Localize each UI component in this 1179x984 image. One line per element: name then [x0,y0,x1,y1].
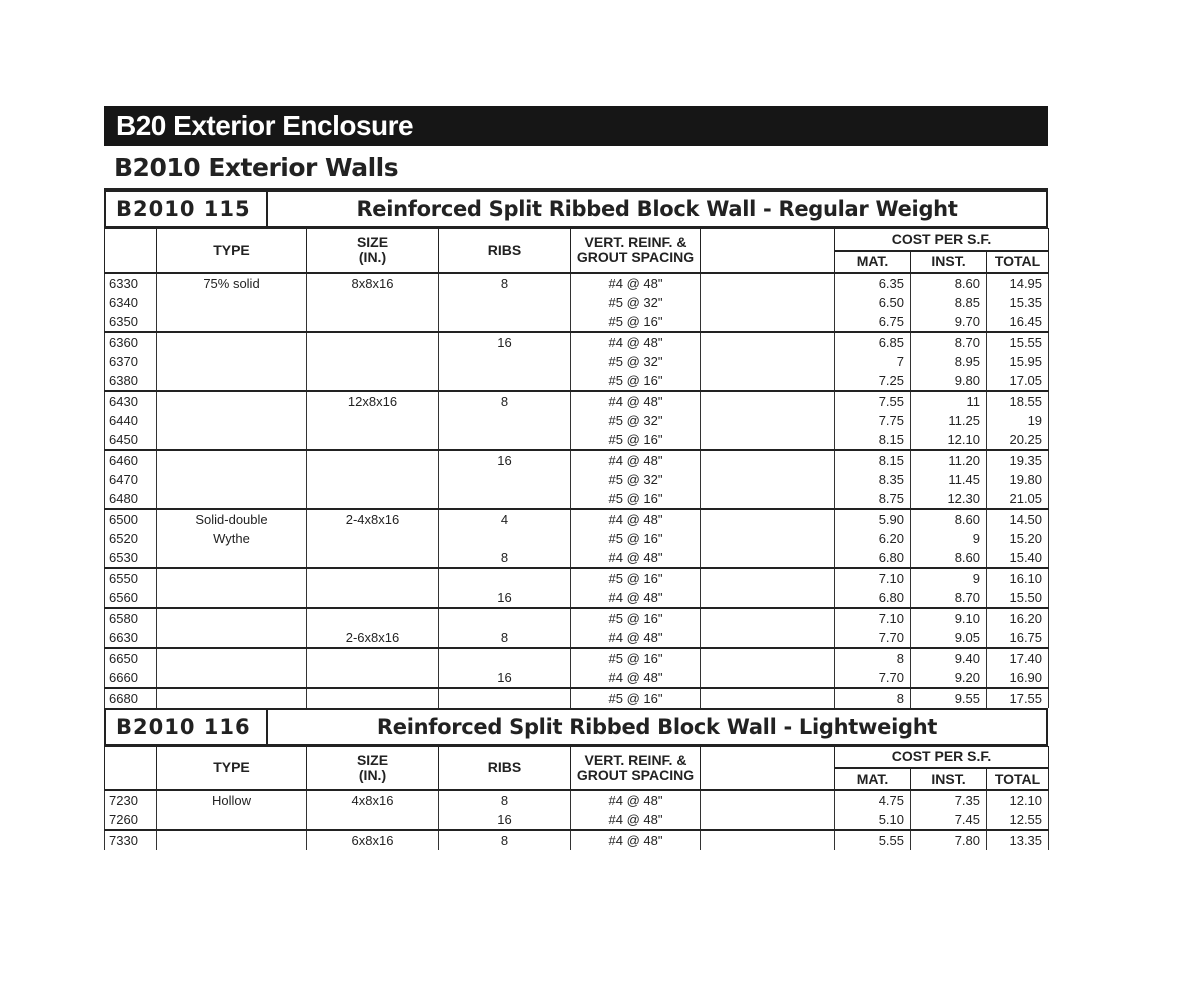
mat-cost-cell: 6.80 [835,548,911,568]
inst-cost-cell: 11 [911,391,987,411]
line-number: 6340 [105,293,157,312]
size-header [307,746,439,790]
table-row [105,470,1049,489]
table-row [105,312,1049,332]
type-cell [157,688,307,708]
table-row [105,608,1049,628]
total-cost-cell: 20.25 [987,430,1049,450]
total-cost-cell: 16.10 [987,568,1049,588]
ribs-cell [439,312,571,332]
inst-cost-cell: 9 [911,568,987,588]
size-cell [307,810,439,830]
blank-header [701,746,835,790]
total-cost-cell: 16.90 [987,668,1049,688]
size-cell [307,332,439,352]
reinf-cell: #5 @ 16" [571,529,701,548]
total-cost-cell: 18.55 [987,391,1049,411]
inst-cost-cell: 7.35 [911,790,987,810]
size-cell [307,450,439,470]
size-cell [307,608,439,628]
table-row [105,509,1049,529]
reinf-cell: #5 @ 16" [571,648,701,668]
type-cell [157,293,307,312]
table-section-header [104,190,1048,228]
type-header: TYPE [157,229,307,273]
table-row [105,529,1049,548]
ribs-cell: 8 [439,830,571,850]
size-cell [307,411,439,430]
line-number: 6450 [105,430,157,450]
size-cell [307,668,439,688]
cost-tables [104,190,1048,850]
table-row [105,411,1049,430]
line-number: 6370 [105,352,157,371]
table-row [105,273,1049,293]
table-row [105,588,1049,608]
inst-cost-cell: 11.25 [911,411,987,430]
total-cost-cell: 16.45 [987,312,1049,332]
total-cost-cell: 14.95 [987,273,1049,293]
total-cost-cell: 15.40 [987,548,1049,568]
line-number: 6350 [105,312,157,332]
inst-cost-cell: 9.55 [911,688,987,708]
inst-cost-cell: 8.95 [911,352,987,371]
table-row [105,332,1049,352]
reinf-cell: #5 @ 16" [571,371,701,391]
size-header-label: SIZE [356,751,389,768]
blank-cell [701,470,835,489]
mat-cost-cell: 5.90 [835,509,911,529]
blank-cell [701,411,835,430]
type-cell [157,548,307,568]
line-number: 7230 [105,790,157,810]
reinf-header [571,746,701,790]
blank-cell [701,810,835,830]
type-cell [157,608,307,628]
total-cost-cell: 17.40 [987,648,1049,668]
table-row [105,648,1049,668]
reinf-cell: #5 @ 16" [571,688,701,708]
ribs-cell [439,411,571,430]
size-header [307,229,439,273]
table-title: Reinforced Split Ribbed Block Wall - Lightweight [376,714,938,739]
total-header: TOTAL [987,251,1049,273]
table-row [105,628,1049,648]
cost-page [104,106,1048,850]
size-header-unit: (IN.) [358,249,387,266]
table-row [105,810,1049,830]
blank-cell [701,529,835,548]
line-number: 6520 [105,529,157,548]
line-number: 7260 [105,810,157,830]
division-banner: B20 Exterior Enclosure [104,106,1048,146]
total-header: TOTAL [987,768,1049,790]
type-cell [157,332,307,352]
reinf-cell: #4 @ 48" [571,668,701,688]
blank-cell [701,830,835,850]
mat-cost-cell: 7.10 [835,568,911,588]
type-cell [157,371,307,391]
total-cost-cell: 15.55 [987,332,1049,352]
table-code: B2010 115 [106,192,268,226]
ribs-header: RIBS [439,229,571,273]
blank-cell [701,293,835,312]
ribs-cell [439,430,571,450]
size-cell [307,371,439,391]
line-number: 7330 [105,830,157,850]
type-cell [157,648,307,668]
reinf-cell: #5 @ 32" [571,293,701,312]
table-row [105,371,1049,391]
ribs-cell [439,371,571,391]
total-cost-cell: 19 [987,411,1049,430]
table-row [105,688,1049,708]
reinf-header-line2: GROUT SPACING [576,766,695,783]
total-cost-cell: 16.20 [987,608,1049,628]
size-cell [307,529,439,548]
blank-cell [701,352,835,371]
reinf-cell: #5 @ 16" [571,430,701,450]
line-number-header [105,229,157,273]
mat-cost-cell: 7.75 [835,411,911,430]
reinf-cell: #5 @ 16" [571,568,701,588]
mat-cost-cell: 7.10 [835,608,911,628]
blank-cell [701,371,835,391]
mat-cost-cell: 6.80 [835,588,911,608]
reinf-header [571,229,701,273]
blank-cell [701,332,835,352]
type-cell: 75% solid [157,273,307,293]
ribs-cell: 16 [439,668,571,688]
size-header-label: SIZE [356,234,389,251]
ribs-cell: 8 [439,391,571,411]
mat-cost-cell: 8.35 [835,470,911,489]
reinf-cell: #5 @ 32" [571,470,701,489]
inst-cost-cell: 9.70 [911,312,987,332]
size-cell [307,352,439,371]
type-cell [157,470,307,489]
mat-cost-cell: 6.85 [835,332,911,352]
total-cost-cell: 15.35 [987,293,1049,312]
table-row [105,293,1049,312]
blank-cell [701,588,835,608]
ribs-cell: 16 [439,810,571,830]
blank-cell [701,430,835,450]
line-number: 6560 [105,588,157,608]
inst-cost-cell: 9.05 [911,628,987,648]
reinf-cell: #4 @ 48" [571,628,701,648]
mat-cost-cell: 8 [835,688,911,708]
reinf-cell: #4 @ 48" [571,273,701,293]
ribs-header: RIBS [439,746,571,790]
mat-cost-cell: 7.70 [835,668,911,688]
cost-table [104,746,1049,851]
inst-cost-cell: 7.80 [911,830,987,850]
size-cell [307,568,439,588]
size-cell [307,312,439,332]
table-row [105,391,1049,411]
mat-cost-cell: 8.75 [835,489,911,509]
reinf-cell: #4 @ 48" [571,830,701,850]
blank-cell [701,568,835,588]
size-cell: 8x8x16 [307,273,439,293]
inst-cost-cell: 8.60 [911,273,987,293]
mat-cost-cell: 5.55 [835,830,911,850]
table-row [105,430,1049,450]
type-cell [157,391,307,411]
reinf-header-line2: GROUT SPACING [576,249,695,266]
mat-cost-cell: 8.15 [835,430,911,450]
inst-cost-cell: 8.60 [911,509,987,529]
table-row [105,668,1049,688]
table-row [105,352,1049,371]
reinf-cell: #4 @ 48" [571,588,701,608]
inst-cost-cell: 11.20 [911,450,987,470]
table-row [105,548,1049,568]
mat-cost-cell: 7.55 [835,391,911,411]
line-number: 6460 [105,450,157,470]
table-row [105,830,1049,850]
ribs-cell: 8 [439,273,571,293]
blank-cell [701,628,835,648]
line-number: 6330 [105,273,157,293]
total-cost-cell: 12.10 [987,790,1049,810]
blank-cell [701,688,835,708]
line-number: 6470 [105,470,157,489]
line-number: 6680 [105,688,157,708]
mat-cost-cell: 7.70 [835,628,911,648]
inst-cost-cell: 11.45 [911,470,987,489]
type-cell [157,312,307,332]
total-cost-cell: 16.75 [987,628,1049,648]
ribs-cell: 16 [439,332,571,352]
reinf-header-line1: VERT. REINF. & [584,751,687,768]
type-cell [157,628,307,648]
inst-cost-cell: 9 [911,529,987,548]
ribs-cell [439,529,571,548]
size-cell [307,688,439,708]
type-cell [157,489,307,509]
type-cell [157,411,307,430]
type-header: TYPE [157,746,307,790]
reinf-cell: #5 @ 32" [571,411,701,430]
table-code: B2010 116 [106,710,268,744]
ribs-cell: 16 [439,450,571,470]
mat-header: MAT. [835,768,911,790]
mat-cost-cell: 6.35 [835,273,911,293]
inst-cost-cell: 9.80 [911,371,987,391]
total-cost-cell: 21.05 [987,489,1049,509]
blank-cell [701,608,835,628]
ribs-cell [439,352,571,371]
blank-header [701,229,835,273]
line-number: 6650 [105,648,157,668]
type-cell [157,568,307,588]
ribs-cell [439,293,571,312]
reinf-cell: #4 @ 48" [571,509,701,529]
table-row [105,450,1049,470]
line-number: 6530 [105,548,157,568]
ribs-cell: 16 [439,588,571,608]
type-cell [157,668,307,688]
mat-cost-cell: 7.25 [835,371,911,391]
size-cell [307,588,439,608]
ribs-cell [439,688,571,708]
cost-table [104,228,1049,708]
total-cost-cell: 19.80 [987,470,1049,489]
reinf-cell: #4 @ 48" [571,548,701,568]
ribs-cell [439,608,571,628]
size-cell [307,648,439,668]
reinf-cell: #5 @ 32" [571,352,701,371]
inst-cost-cell: 8.60 [911,548,987,568]
mat-cost-cell: 8.15 [835,450,911,470]
inst-cost-cell: 7.45 [911,810,987,830]
table-row [105,489,1049,509]
blank-cell [701,312,835,332]
ribs-cell [439,470,571,489]
cost-header: COST PER S.F. [835,229,1049,251]
total-cost-cell: 15.95 [987,352,1049,371]
ribs-cell [439,568,571,588]
inst-cost-cell: 8.70 [911,588,987,608]
inst-cost-cell: 8.70 [911,332,987,352]
ribs-cell: 8 [439,548,571,568]
blank-cell [701,548,835,568]
inst-cost-cell: 9.20 [911,668,987,688]
blank-cell [701,648,835,668]
line-number: 6660 [105,668,157,688]
type-cell: Wythe [157,529,307,548]
reinf-cell: #5 @ 16" [571,608,701,628]
total-cost-cell: 15.20 [987,529,1049,548]
reinf-cell: #4 @ 48" [571,810,701,830]
blank-cell [701,668,835,688]
mat-cost-cell: 6.20 [835,529,911,548]
inst-header: INST. [911,768,987,790]
reinf-cell: #4 @ 48" [571,450,701,470]
line-number: 6360 [105,332,157,352]
cost-header: COST PER S.F. [835,746,1049,768]
reinf-cell: #4 @ 48" [571,391,701,411]
size-cell [307,548,439,568]
type-cell [157,810,307,830]
size-cell: 12x8x16 [307,391,439,411]
line-number: 6440 [105,411,157,430]
size-cell: 4x8x16 [307,790,439,810]
line-number: 6550 [105,568,157,588]
line-number: 6380 [105,371,157,391]
size-cell: 2-6x8x16 [307,628,439,648]
mat-cost-cell: 5.10 [835,810,911,830]
blank-cell [701,391,835,411]
mat-header: MAT. [835,251,911,273]
size-cell: 6x8x16 [307,830,439,850]
size-cell [307,470,439,489]
total-cost-cell: 13.35 [987,830,1049,850]
total-cost-cell: 17.05 [987,371,1049,391]
ribs-cell [439,648,571,668]
reinf-cell: #5 @ 16" [571,312,701,332]
type-cell [157,588,307,608]
line-number: 6500 [105,509,157,529]
table-section-header [104,708,1048,746]
mat-cost-cell: 6.75 [835,312,911,332]
size-header-unit: (IN.) [358,766,387,783]
reinf-header-line1: VERT. REINF. & [584,234,687,251]
reinf-cell: #4 @ 48" [571,332,701,352]
size-cell [307,489,439,509]
reinf-cell: #4 @ 48" [571,790,701,810]
line-number: 6480 [105,489,157,509]
total-cost-cell: 15.50 [987,588,1049,608]
inst-cost-cell: 9.40 [911,648,987,668]
type-cell [157,830,307,850]
size-cell [307,430,439,450]
blank-cell [701,489,835,509]
line-number: 6430 [105,391,157,411]
table-row [105,568,1049,588]
reinf-cell: #5 @ 16" [571,489,701,509]
table-row [105,790,1049,810]
ribs-cell: 8 [439,790,571,810]
blank-cell [701,790,835,810]
total-cost-cell: 12.55 [987,810,1049,830]
blank-cell [701,509,835,529]
type-cell: Hollow [157,790,307,810]
line-number: 6630 [105,628,157,648]
type-cell [157,450,307,470]
total-cost-cell: 14.50 [987,509,1049,529]
mat-cost-cell: 7 [835,352,911,371]
mat-cost-cell: 6.50 [835,293,911,312]
inst-cost-cell: 8.85 [911,293,987,312]
total-cost-cell: 17.55 [987,688,1049,708]
table-title: Reinforced Split Ribbed Block Wall - Regular Weight [356,197,958,221]
type-cell [157,352,307,371]
inst-header: INST. [911,251,987,273]
line-number: 6580 [105,608,157,628]
type-cell [157,430,307,450]
ribs-cell: 8 [439,628,571,648]
inst-cost-cell: 12.10 [911,430,987,450]
size-cell [307,293,439,312]
blank-cell [701,273,835,293]
inst-cost-cell: 9.10 [911,608,987,628]
blank-cell [701,450,835,470]
line-number-header [105,746,157,790]
size-cell: 2-4x8x16 [307,509,439,529]
ribs-cell [439,489,571,509]
inst-cost-cell: 12.30 [911,489,987,509]
section-heading: B2010 Exterior Walls [104,146,1048,190]
type-cell: Solid-double [157,509,307,529]
mat-cost-cell: 8 [835,648,911,668]
mat-cost-cell: 4.75 [835,790,911,810]
ribs-cell: 4 [439,509,571,529]
total-cost-cell: 19.35 [987,450,1049,470]
